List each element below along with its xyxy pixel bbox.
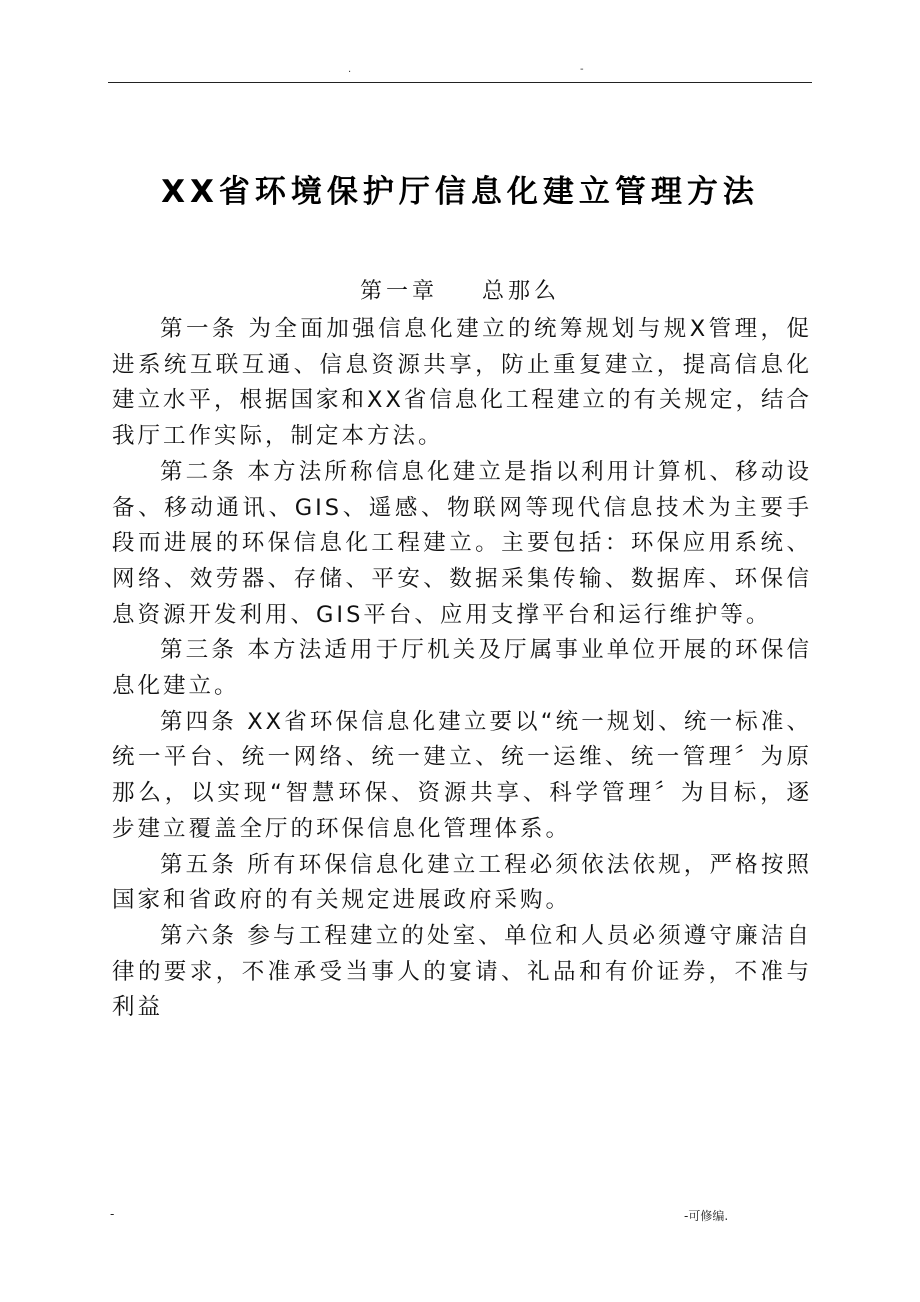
footer-left-mark: - — [110, 1207, 115, 1221]
footer-editable-note: -可修编. — [684, 1209, 729, 1223]
document-title: XX省环境保护厅信息化建立管理方法 — [161, 174, 759, 210]
chapter-heading: 第一章 总那么 — [360, 279, 560, 304]
article-paragraph: 第四条 XX省环保信息化建立要以“统一规划、统一标准、统一平台、统一网络、统一建立、统一运维、统一管理〞为原那么，以实现“智慧环保、资源共享、科学管理〞为目标，逐步建立覆盖全厅的环保信息化管理体系。 — [112, 708, 812, 842]
article-paragraph: 第二条 本方法所称信息化建立是指以利用计算机、移动设备、移动通讯、GIS、遥感、物联网等现代信息技术为主要手段而进展的环保信息化工程建立。主要包括：环保应用系统、网络、效劳器、存储、平安、数据采集传输、数据库、环保信息资源开发利用、GIS平台、应用支撑平台和运行维护等。 — [112, 458, 812, 628]
page-footer — [0, 1207, 920, 1223]
header-divider — [108, 82, 812, 83]
article-paragraph: 第五条 所有环保信息化建立工程必须依法依规，严格按照国家和省政府的有关规定进展政府采购。 — [112, 851, 812, 914]
article-paragraph: 第六条 参与工程建立的处室、单位和人员必须遵守廉洁自律的要求，不准承受当事人的宴请、礼品和有价证券，不准与利益 — [112, 922, 812, 1021]
page-header — [0, 64, 920, 78]
article-paragraph: 第三条 本方法适用于厅机关及厅属事业单位开展的环保信息化建立。 — [112, 637, 812, 700]
header-mark-left: . — [348, 64, 352, 75]
header-mark-right: - — [580, 64, 584, 75]
document-body — [112, 312, 812, 1026]
article-paragraph: 第一条 为全面加强信息化建立的统筹规划与规X管理，促进系统互联互通、信息资源共享，防止重复建立，提高信息化建立水平，根据国家和XX省信息化工程建立的有关规定，结合我厅工作实际，制定本方法。 — [112, 316, 812, 450]
